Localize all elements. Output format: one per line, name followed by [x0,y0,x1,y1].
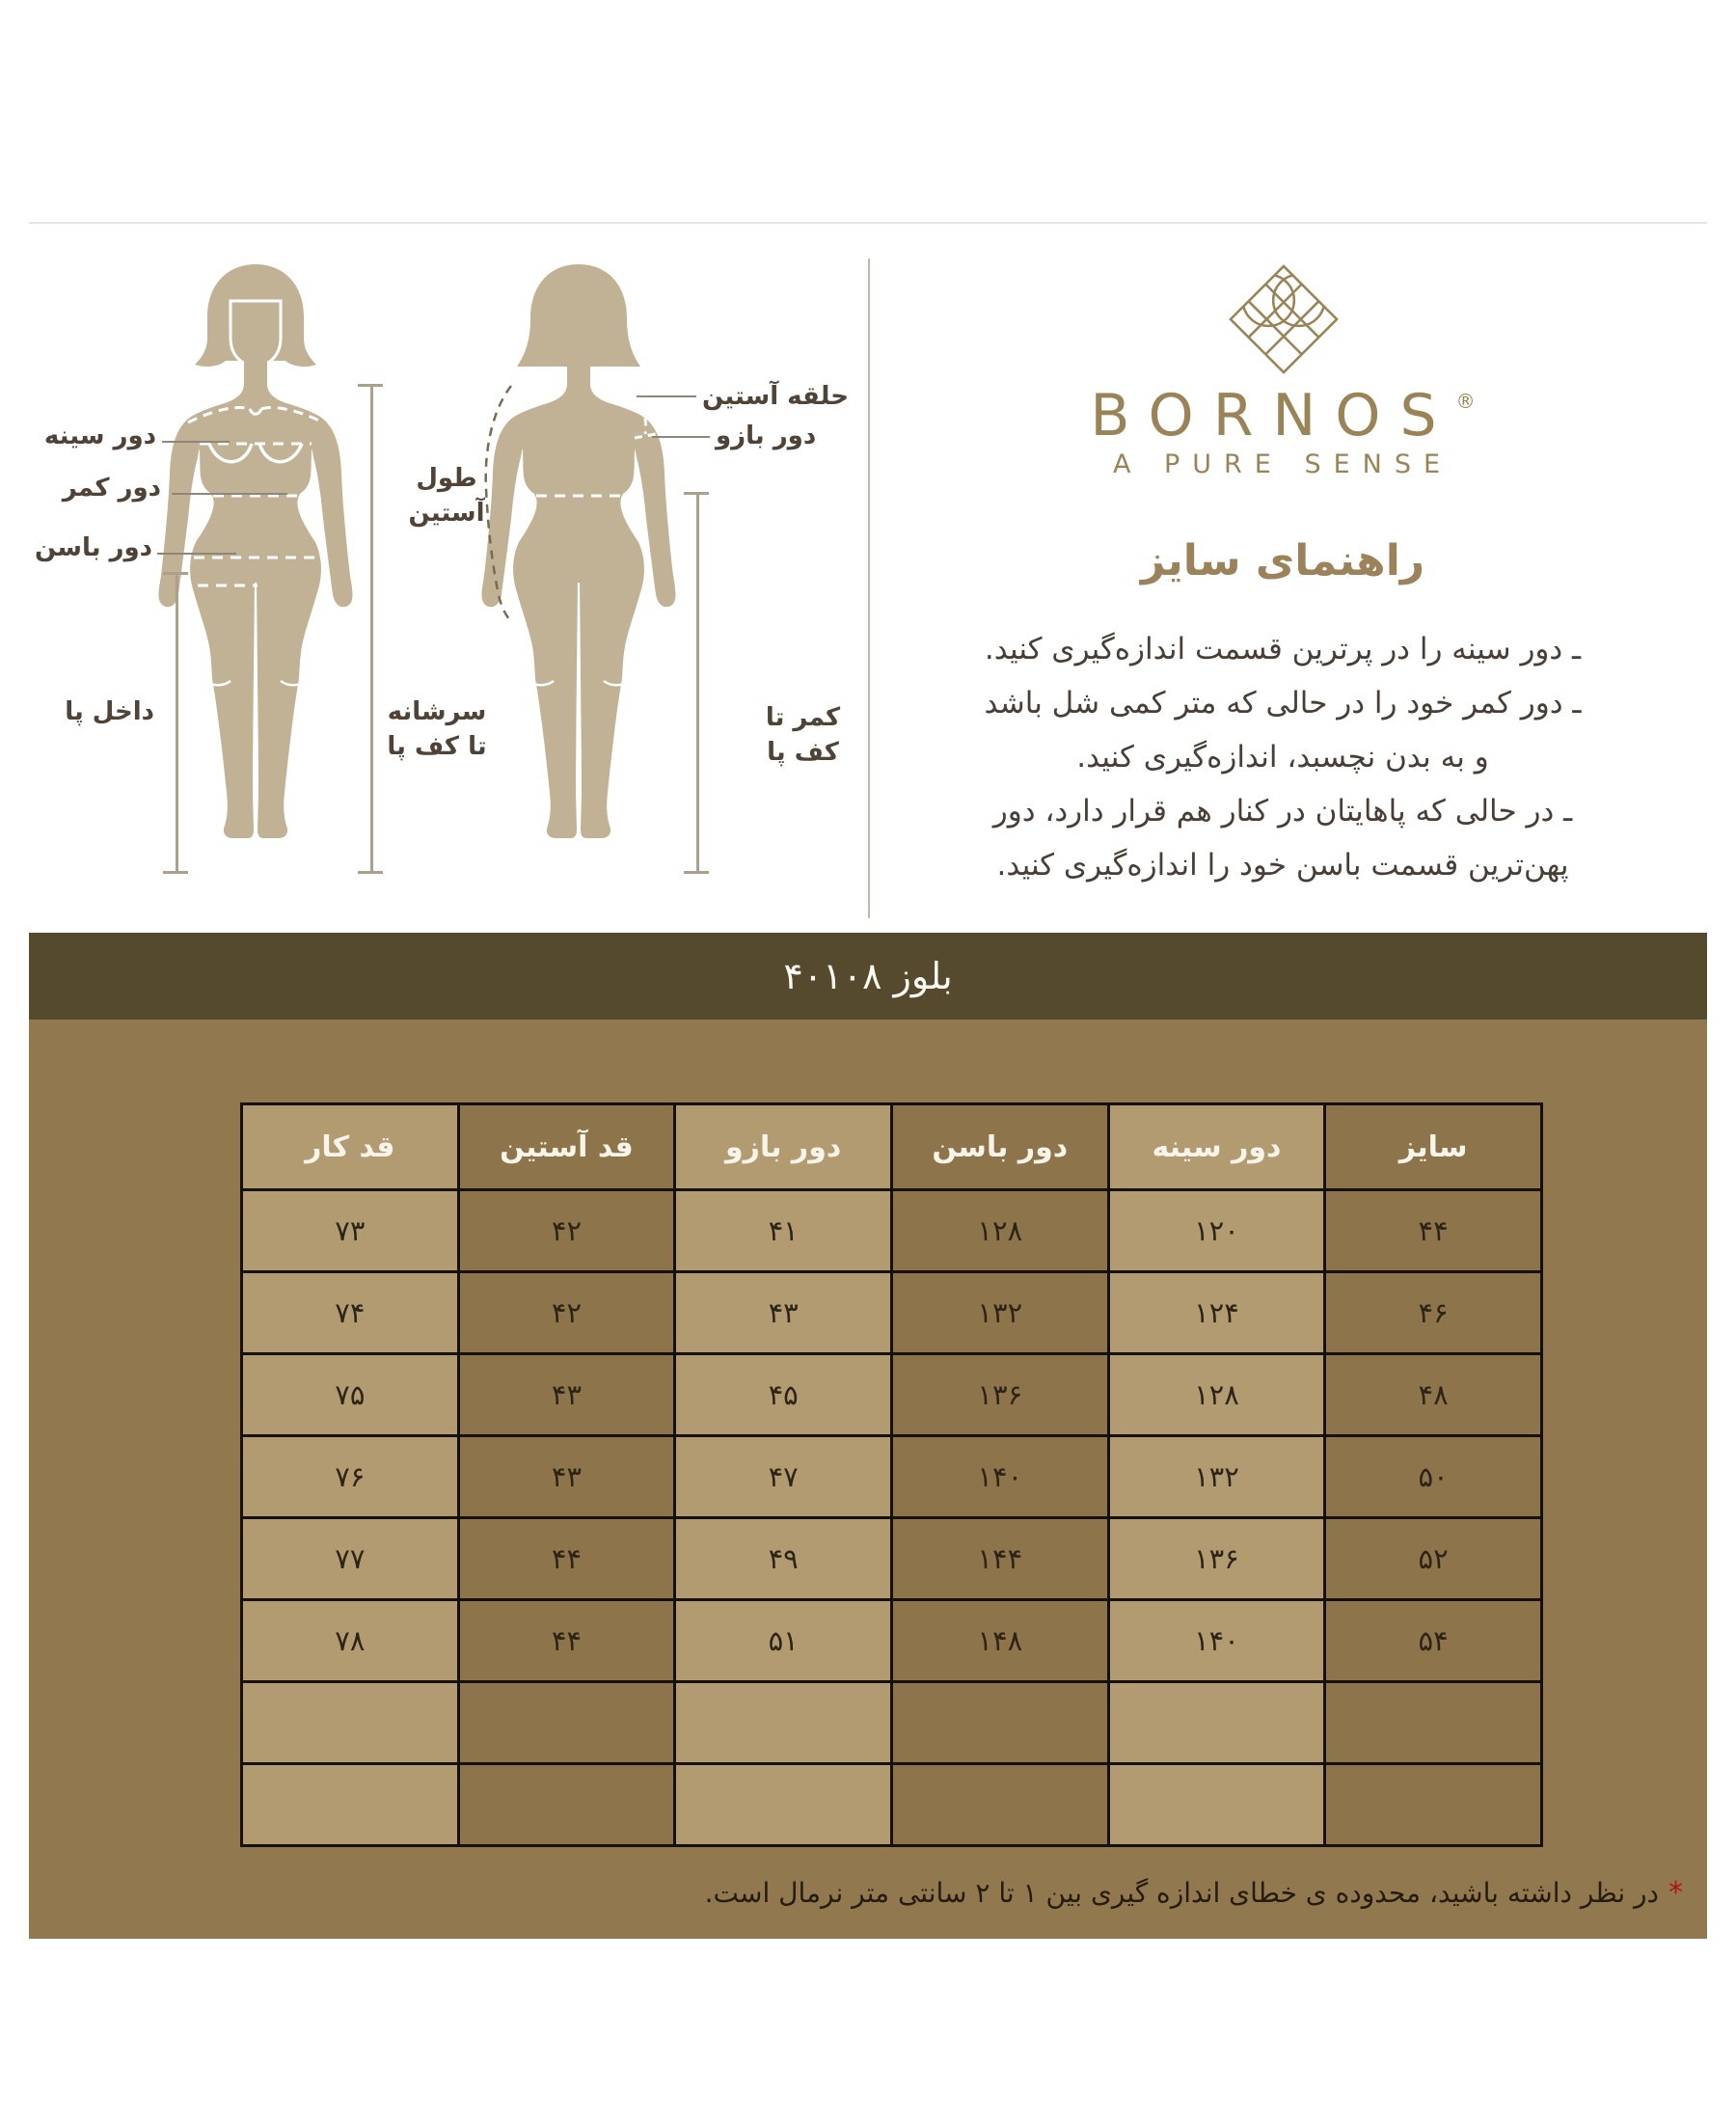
armhole-leader-line [637,395,696,397]
table-cell: ۱۲۴ [1108,1272,1325,1354]
inner-leg-ruler [176,574,178,873]
table-row [242,1518,1542,1600]
brand-wordmark [868,382,1697,449]
guide-instructions [873,622,1693,892]
instruction-line: پهن‌ترین قسمت باسن خود را اندازه‌گیری کنید. [996,848,1569,883]
hair-back [517,264,640,367]
inner-leg-ruler-bottom-cap [163,871,188,874]
table-row [242,1764,1542,1846]
footnote-asterisk: * [1668,1876,1683,1910]
female-front-silhouette [130,253,381,851]
table-cell: ۴۱ [675,1190,892,1272]
table-cell: ۷۸ [242,1600,459,1682]
table-cell: ۴۴ [1325,1190,1542,1272]
column-header: قد کار [242,1104,459,1190]
waist-floor-ruler [696,494,699,873]
waist-floor-ruler-bottom-cap [684,871,709,874]
torso-legs [186,357,325,838]
size-table-body [242,1190,1542,1846]
table-cell: ۷۶ [242,1436,459,1518]
table-cell: ۱۲۰ [1108,1190,1325,1272]
instruction-line: ـ در حالی که پاهایتان در کنار هم قرار دارد، دور [992,794,1573,829]
table-cell [891,1764,1108,1846]
label-inner-leg: داخل پا [65,697,154,726]
column-header: دور سینه [1108,1104,1325,1190]
table-cell: ۵۴ [1325,1600,1542,1682]
section-divider-line [868,258,870,918]
table-cell: ۵۲ [1325,1518,1542,1600]
table-cell: ۱۴۰ [891,1436,1108,1518]
table-cell: ۱۴۰ [1108,1600,1325,1682]
instruction-line: ـ دور کمر خود را در حالی که متر کمی شل باشد [984,686,1582,721]
size-table-header-row [242,1104,1542,1190]
footnote [705,1876,1683,1910]
table-cell: ۴۳ [458,1436,675,1518]
label-shoulder-to-foot-text: سرشانه تا کف پا [387,697,487,761]
table-cell: ۴۶ [1325,1272,1542,1354]
brand-tagline: A PURE SENSE [1112,449,1453,479]
instruction-line: ـ دور سینه را در پرترین قسمت اندازه‌گیری کنید. [984,632,1582,667]
table-cell: ۷۷ [242,1518,459,1600]
label-armhole: حلقه آستین [702,382,849,411]
table-cell [1325,1764,1542,1846]
table-cell: ۴۹ [675,1518,892,1600]
footnote-text: در نظر داشته باشید، محدوده ی خطای اندازه گیری بین ۱ تا ۲ سانتی متر نرمال است. [704,1877,1659,1909]
column-header: دور باسن [891,1104,1108,1190]
table-cell: ۴۳ [675,1272,892,1354]
label-bust: دور سینه [43,422,156,450]
table-cell [242,1682,459,1764]
label-waist-to-floor: کمر تا کف پا [765,703,841,767]
table-cell: ۴۳ [458,1354,675,1436]
table-cell: ۷۵ [242,1354,459,1436]
guide-title: راهنمای سایز [1140,536,1425,585]
table-cell: ۵۰ [1325,1436,1542,1518]
table-cell [1108,1682,1325,1764]
shoulder-foot-ruler [370,386,373,873]
table-cell: ۷۴ [242,1272,459,1354]
column-header: قد آستین [458,1104,675,1190]
table-cell: ۱۴۴ [891,1518,1108,1600]
arm-circ-leader-line [652,436,710,438]
inner-leg-ruler-top-cap [163,572,188,575]
column-header: سایز [1325,1104,1542,1190]
table-cell: ۴۲ [458,1272,675,1354]
bust-leader-line [162,441,230,443]
size-chart-panel [29,933,1707,1939]
table-row [242,1190,1542,1272]
table-cell [1325,1682,1542,1764]
table-cell: ۵۱ [675,1600,892,1682]
table-cell: ۱۳۲ [1108,1436,1325,1518]
table-cell: ۱۳۲ [891,1272,1108,1354]
shoulder-foot-ruler-top-cap [358,384,383,387]
table-cell: ۱۴۸ [891,1600,1108,1682]
shoulder-foot-ruler-bottom-cap [358,871,383,874]
label-waist: دور کمر [62,474,161,503]
table-cell [675,1764,892,1846]
table-row [242,1272,1542,1354]
product-title-bar: بلوز ۴۰۱۰۸ [29,933,1707,1020]
label-shoulder-to-foot [384,694,490,764]
label-hip: دور باسن [34,533,152,562]
brand-name: BORNOS [1090,382,1456,449]
waist-floor-ruler-top-cap [684,492,709,495]
table-cell [675,1682,892,1764]
torso-legs [509,357,648,838]
table-cell: ۱۲۸ [1108,1354,1325,1436]
table-cell: ۱۳۶ [891,1354,1108,1436]
table-cell [1108,1764,1325,1846]
size-table-head [242,1104,1542,1190]
hip-leader-line [157,553,236,555]
table-cell [891,1682,1108,1764]
registered-mark: ® [1455,390,1476,413]
instruction-line: و به بدن نچسبد، اندازه‌گیری کنید. [1076,740,1489,775]
table-cell: ۴۴ [458,1600,675,1682]
table-cell: ۱۲۸ [891,1190,1108,1272]
waist-leader-line [172,493,287,495]
table-cell [458,1764,675,1846]
woven-diamond-logo-icon [1227,260,1341,378]
table-cell: ۷۳ [242,1190,459,1272]
label-arm-circumference: دور بازو [716,422,817,450]
brand-tagline-wrap [868,449,1697,479]
table-cell: ۴۸ [1325,1354,1542,1436]
table-cell: ۴۵ [675,1354,892,1436]
size-table [240,1102,1543,1847]
table-row [242,1682,1542,1764]
table-row [242,1600,1542,1682]
top-divider-line [29,222,1707,224]
label-sleeve-length: طول آستین [408,464,485,528]
table-cell: ۴۴ [458,1518,675,1600]
face [231,301,281,366]
table-cell [242,1764,459,1846]
table-cell: ۴۷ [675,1436,892,1518]
column-header: دور بازو [675,1104,892,1190]
table-row [242,1436,1542,1518]
female-back-silhouette [453,253,704,851]
table-cell: ۱۳۶ [1108,1518,1325,1600]
table-cell [458,1682,675,1764]
table-cell: ۴۲ [458,1190,675,1272]
table-row [242,1354,1542,1436]
